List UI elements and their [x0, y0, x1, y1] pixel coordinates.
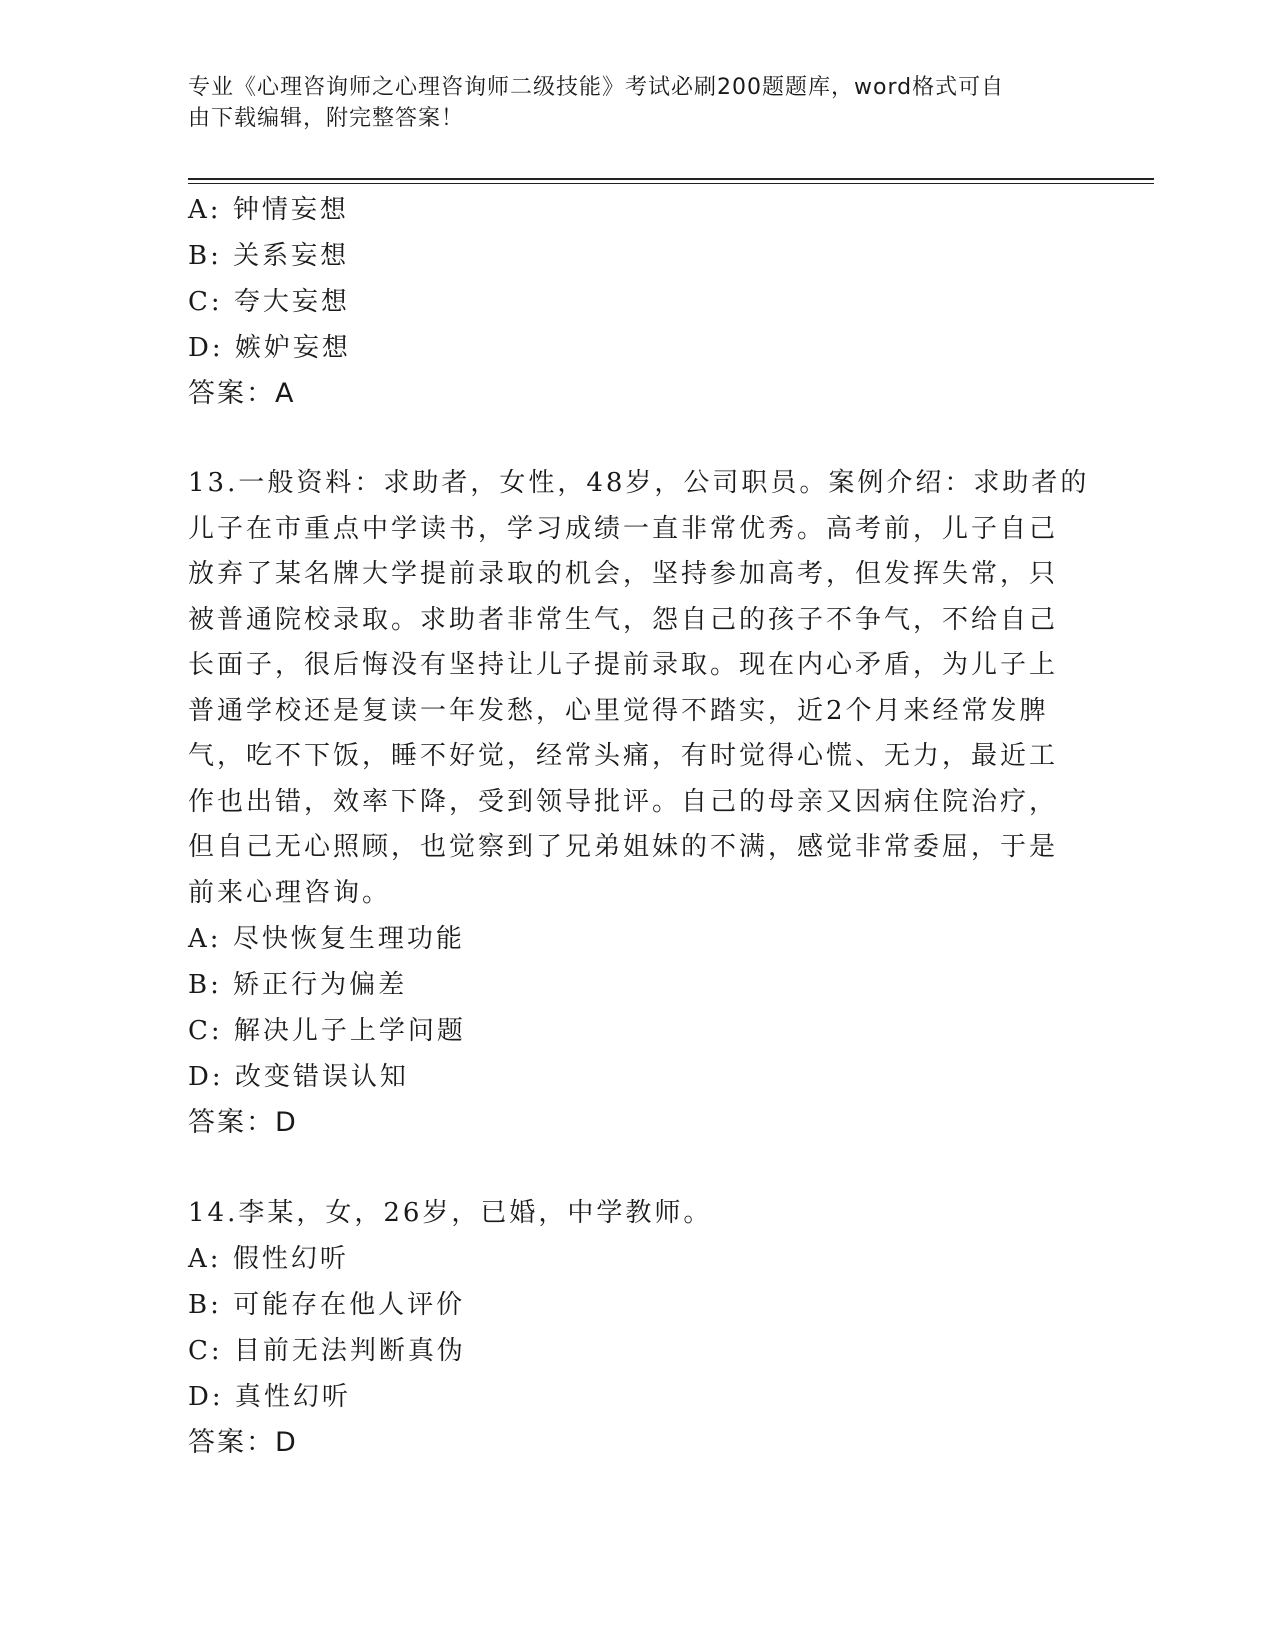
header-line-1: 专业《心理咨询师之心理咨询师二级技能》考试必刷200题题库，word格式可自 [188, 75, 1005, 100]
question-14 [188, 1190, 1088, 1466]
answer-line: 答案：A [188, 378, 296, 409]
header-rule-thick [188, 178, 1154, 180]
stem-line: 气，吃不下饭，睡不好觉，经常头痛，有时觉得心慌、无力，最近工 [188, 741, 1059, 771]
stem-line: 13.一般资料：求助者，女性，48岁，公司职员。案例介绍：求助者的 [188, 468, 1090, 498]
document-body [188, 187, 1088, 1466]
question-stem [188, 461, 1088, 916]
header-rule-thin [188, 183, 1154, 184]
option-d: D: 改变错误认知 [188, 1062, 409, 1092]
option-b: B: 可能存在他人评价 [188, 1290, 466, 1320]
spacer [188, 1146, 1088, 1190]
option-b: B: 矫正行为偏差 [188, 970, 408, 1000]
option-d: D: 嫉妒妄想 [188, 333, 351, 363]
option-a: A: 假性幻听 [188, 1244, 349, 1274]
option-c: C: 解决儿子上学问题 [188, 1016, 466, 1046]
option-d: D: 真性幻听 [188, 1382, 351, 1412]
stem-line: 儿子在市重点中学读书，学习成绩一直非常优秀。高考前，儿子自己 [188, 513, 1059, 544]
prev-question [188, 187, 1088, 417]
question-stem: 14.李某，女，26岁，已婚，中学教师。 [188, 1198, 713, 1228]
question-13 [188, 461, 1088, 1146]
header-line-2: 由下载编辑，附完整答案！ [188, 106, 465, 131]
option-c: C: 目前无法判断真伪 [188, 1336, 466, 1366]
option-b: B: 关系妄想 [188, 241, 350, 271]
stem-line: 前来心理咨询。 [188, 877, 392, 908]
document-header [188, 72, 1068, 134]
stem-line: 被普通院校录取。求助者非常生气，怨自己的孩子不争气，不给自己 [188, 604, 1059, 635]
spacer [188, 417, 1088, 461]
answer-line: 答案：D [188, 1107, 298, 1138]
answer-line: 答案：D [188, 1427, 298, 1458]
stem-line: 普通学校还是复读一年发愁，心里觉得不踏实，近2个月来经常发脾 [188, 695, 1049, 726]
option-c: C: 夸大妄想 [188, 287, 350, 317]
stem-line: 放弃了某名牌大学提前录取的机会，坚持参加高考，但发挥失常，只 [188, 559, 1059, 589]
option-a: A: 钟情妄想 [188, 195, 349, 225]
stem-line: 长面子，很后悔没有坚持让儿子提前录取。现在内心矛盾，为儿子上 [188, 650, 1059, 680]
stem-line: 但自己无心照顾，也觉察到了兄弟姐妹的不满，感觉非常委屈，于是 [188, 832, 1059, 862]
stem-line: 作也出错，效率下降，受到领导批评。自己的母亲又因病住院治疗， [188, 786, 1059, 817]
option-a: A: 尽快恢复生理功能 [188, 924, 465, 954]
